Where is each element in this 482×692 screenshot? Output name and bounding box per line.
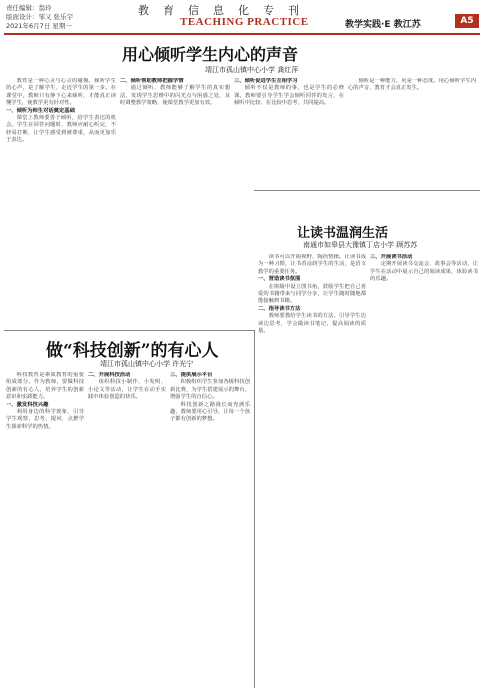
section-english-title: TEACHING PRACTICE	[180, 16, 309, 28]
article-2-col-2	[370, 254, 478, 688]
article-3-title: 做“科技创新”的有心人	[46, 341, 219, 361]
article-1-para: 通过倾听，教师能够了解学生的真实想法，发现学生思维中的闪光点与困惑之处，及时调整教学策略，使课堂教学更加有效。	[120, 85, 230, 107]
article-2-byline: 南通市如皋县大豫镇丁店小学 顾苏苏	[303, 241, 418, 249]
article-3-heading: 二、开展科技活动	[88, 372, 131, 378]
section-subtitle: 教学实践·E 教江苏	[345, 20, 421, 30]
article-2-heading: 二、指导读书方法	[258, 305, 301, 312]
article-3-heading: 三、提供展示平台	[170, 372, 213, 378]
masthead-info	[6, 4, 73, 31]
article-1-title: 用心倾听学生内心的声音	[122, 45, 299, 64]
column-divider	[254, 330, 255, 688]
article-1-col-1	[6, 78, 116, 326]
page-number-badge: A5	[455, 14, 479, 28]
date-line	[6, 22, 73, 31]
masthead	[0, 0, 482, 34]
article-3-col-3	[170, 372, 250, 688]
article-2-para: 定期开展读书交流会、故事会等活动，让学生在活动中展示自己的阅读成果，体验读书的乐趣。	[370, 261, 478, 283]
editor-line: 责任编辑：翁玲	[6, 4, 52, 12]
article-2-col-1	[258, 254, 366, 688]
article-3-para: 科技教育是素质教育的重要组成部分。作为教师，要做科技创新的有心人，培养学生的创新意识和实践能力。	[6, 372, 84, 401]
article-2-para: 教师要教给学生读书的方法，引导学生边读边思考，学会做读书笔记，提高阅读的质量。	[258, 313, 366, 335]
article-1-para: 教育是一种心灵与心灵的碰撞。倾听学生的心声，是了解学生、走近学生的第一步。在课堂中，教师只有静下心来倾听，才能真正读懂学生，使教学更有针对性。	[6, 78, 116, 107]
article-2-para: 读书可以开阔视野、陶冶情操。让读书成为一种习惯，让书香浸润学生的生活，是语文教学的重要任务。	[258, 254, 366, 275]
divider	[4, 330, 254, 331]
article-1-heading: 二、倾听帮助教师把握学情	[120, 78, 184, 84]
article-1-para: 倾听是一种能力，更是一种态度。用心倾听学生内心的声音，教育才会真正发生。	[348, 78, 476, 92]
article-3-para: 积极组织学生参加各级科技创新比赛，为学生搭建展示的舞台，增强学生的自信心。	[170, 379, 250, 401]
divider	[254, 190, 480, 191]
article-2-para: 在班级中设立图书角，鼓励学生把自己喜爱的书籍带来与同学分享，让学生随时随地都能接触到书籍。	[258, 283, 366, 305]
article-2-title: 让读书温润生活	[297, 226, 389, 241]
issue-weekday: 星期一	[52, 22, 72, 30]
article-3-para: 利用身边的科学现象，引导学生观察、思考、提问，点燃学生探索科学的热情。	[6, 409, 84, 430]
article-3-heading: 一、激发科技兴趣	[6, 401, 49, 408]
article-3-col-2	[88, 372, 166, 688]
article-1-byline: 靖江市孤山镇中心小学 龚红萍	[205, 66, 299, 74]
article-2-heading: 三、开展读书活动	[370, 254, 413, 260]
article-1-heading: 三、倾听促进学生互相学习	[234, 78, 298, 84]
article-3-col-1	[6, 372, 84, 688]
article-3-byline: 靖江市孤山镇中心小学 许光宁	[100, 360, 194, 368]
article-3-para: 科技创新之路漫长而充满乐趣，教师要用心引导，让每一个孩子都有创新的梦想。	[170, 401, 250, 423]
article-1-col-4	[348, 78, 476, 188]
article-1-para: 课堂上教师要善于倾听，给学生表达的机会。学生在回答问题时，教师应耐心听完，不轻易打断，让学生感受到被尊重，从而更加乐于表达。	[6, 115, 116, 144]
masthead-rule	[4, 33, 480, 35]
section-title: 教育信息化专刊	[138, 4, 313, 17]
issue-date: 2021年6月7日	[6, 22, 51, 30]
article-1-col-2	[120, 78, 230, 326]
article-1-para: 倾听不仅是教师的事，也是学生的必修课。教师要引导学生学会倾听同伴的发言，在倾听中比较、在比较中思考，共同提高。	[234, 85, 344, 107]
design-line: 版面设计：邹又 张乐宇	[6, 13, 74, 21]
article-1-heading: 一、倾听为师生对话奠定基础	[6, 107, 75, 114]
article-2-heading: 一、营造读书氛围	[258, 276, 301, 283]
article-3-para: 组织科技小制作、小发明、小论文等活动，让学生在动手实践中体验创造的快乐。	[88, 379, 166, 401]
